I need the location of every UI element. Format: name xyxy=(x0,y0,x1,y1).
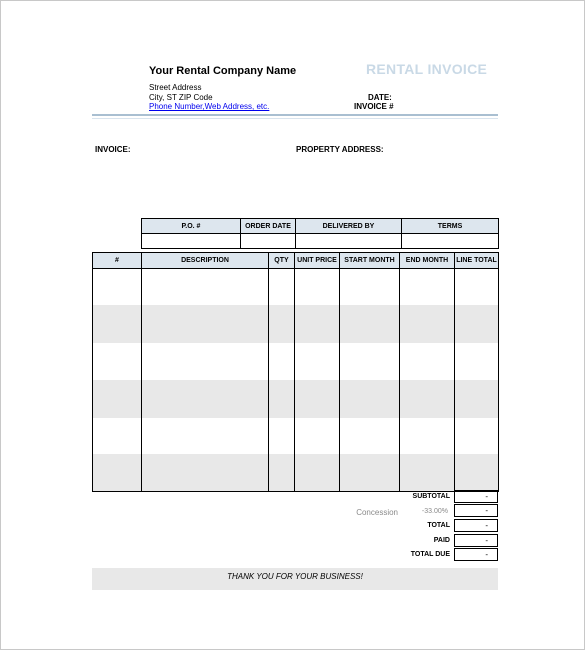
cell[interactable] xyxy=(269,418,295,454)
cell[interactable] xyxy=(295,454,340,492)
cell[interactable] xyxy=(295,305,340,343)
document-title: RENTAL INVOICE xyxy=(366,61,488,77)
cell[interactable] xyxy=(455,343,499,380)
delivered-by-header: DELIVERED BY xyxy=(296,219,402,234)
cell[interactable] xyxy=(400,269,455,305)
cell[interactable] xyxy=(295,343,340,380)
cell[interactable] xyxy=(400,454,455,492)
company-name: Your Rental Company Name xyxy=(149,65,297,77)
cell[interactable] xyxy=(400,343,455,380)
cell[interactable] xyxy=(400,305,455,343)
concession-label: Concession xyxy=(356,508,398,517)
cell[interactable] xyxy=(455,418,499,454)
cell[interactable] xyxy=(93,305,142,343)
order-table-row xyxy=(142,234,499,249)
cell[interactable] xyxy=(269,305,295,343)
table-row xyxy=(93,380,499,418)
start-month-header: START MONTH xyxy=(340,253,400,269)
contact-link[interactable]: Phone Number,Web Address, etc. xyxy=(149,102,270,111)
total-due-label: TOTAL DUE xyxy=(410,551,450,558)
table-row xyxy=(93,343,499,380)
total-due-value: - xyxy=(454,548,498,561)
header-rule-light xyxy=(92,118,498,119)
qty-header: QTY xyxy=(269,253,295,269)
street-address: Street Address xyxy=(149,83,202,92)
cell[interactable] xyxy=(340,305,400,343)
cell[interactable] xyxy=(142,305,269,343)
item-number-header: # xyxy=(93,253,142,269)
cell[interactable] xyxy=(269,380,295,418)
property-address-label: PROPERTY ADDRESS: xyxy=(296,145,384,154)
invoice-to-label: INVOICE: xyxy=(95,145,131,154)
order-date-cell[interactable] xyxy=(241,234,296,249)
delivered-by-cell[interactable] xyxy=(296,234,402,249)
description-header: DESCRIPTION xyxy=(142,253,269,269)
cell[interactable] xyxy=(93,454,142,492)
cell[interactable] xyxy=(340,418,400,454)
line-total-header: LINE TOTAL xyxy=(455,253,499,269)
cell[interactable] xyxy=(295,269,340,305)
concession-value: - xyxy=(454,504,498,517)
cell[interactable] xyxy=(269,269,295,305)
cell[interactable] xyxy=(269,343,295,380)
cell[interactable] xyxy=(142,454,269,492)
order-table xyxy=(141,218,499,249)
cell[interactable] xyxy=(455,269,499,305)
cell[interactable] xyxy=(269,454,295,492)
total-value: - xyxy=(454,519,498,532)
paid-label: PAID xyxy=(433,537,450,544)
invoice-number-label: INVOICE # xyxy=(354,102,394,111)
table-row xyxy=(93,454,499,492)
cell[interactable] xyxy=(93,380,142,418)
total-label: TOTAL xyxy=(427,522,450,529)
cell[interactable] xyxy=(455,380,499,418)
table-row xyxy=(93,305,499,343)
cell[interactable] xyxy=(93,418,142,454)
cell[interactable] xyxy=(295,418,340,454)
cell[interactable] xyxy=(142,418,269,454)
date-label: DATE: xyxy=(368,93,392,102)
concession-percent: -33.00% xyxy=(421,508,448,515)
city-state-zip: City, ST ZIP Code xyxy=(149,93,213,102)
cell[interactable] xyxy=(93,269,142,305)
cell[interactable] xyxy=(455,305,499,343)
cell[interactable] xyxy=(142,343,269,380)
paid-value[interactable]: - xyxy=(454,534,498,547)
cell[interactable] xyxy=(142,380,269,418)
unit-price-header: UNIT PRICE xyxy=(295,253,340,269)
cell[interactable] xyxy=(340,343,400,380)
thank-you-footer: THANK YOU FOR YOUR BUSINESS! xyxy=(92,568,498,590)
cell[interactable] xyxy=(400,418,455,454)
end-month-header: END MONTH xyxy=(400,253,455,269)
cell[interactable] xyxy=(295,380,340,418)
cell[interactable] xyxy=(340,380,400,418)
table-row xyxy=(93,418,499,454)
header-rule xyxy=(92,114,498,116)
items-table-header xyxy=(93,253,499,269)
subtotal-value: - xyxy=(454,490,498,503)
cell[interactable] xyxy=(455,454,499,492)
table-row xyxy=(93,269,499,305)
items-table xyxy=(92,252,499,492)
cell[interactable] xyxy=(400,380,455,418)
subtotal-label: SUBTOTAL xyxy=(412,493,450,500)
cell[interactable] xyxy=(340,269,400,305)
po-cell[interactable] xyxy=(142,234,241,249)
cell[interactable] xyxy=(142,269,269,305)
terms-cell[interactable] xyxy=(402,234,499,249)
terms-header: TERMS xyxy=(402,219,499,234)
cell[interactable] xyxy=(340,454,400,492)
order-date-header: ORDER DATE xyxy=(241,219,296,234)
cell[interactable] xyxy=(93,343,142,380)
order-table-header xyxy=(142,219,499,234)
po-header: P.O. # xyxy=(142,219,241,234)
